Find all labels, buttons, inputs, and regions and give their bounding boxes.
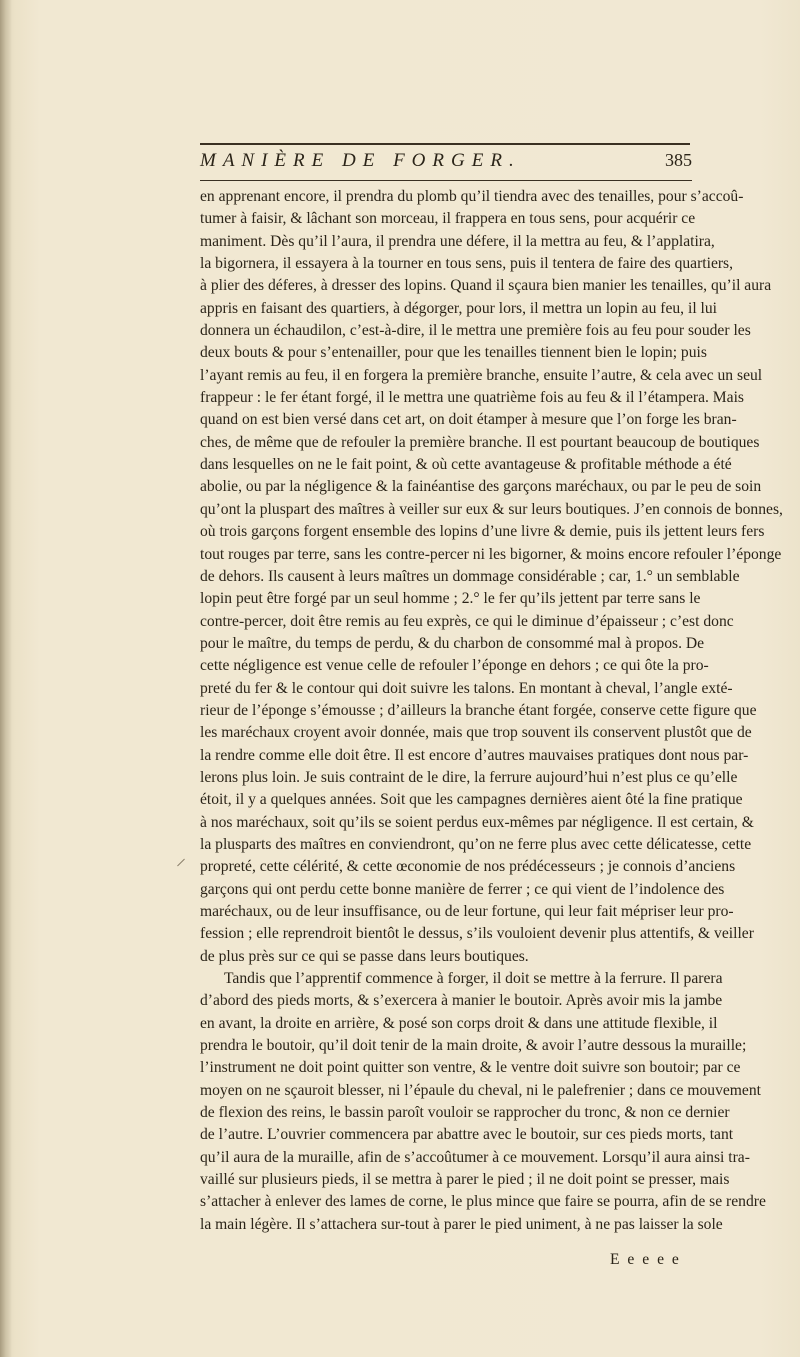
- text-line: de l’autre. L’ouvrier commencera par abattre avec le boutoir, sur ces pieds morts, tant: [200, 1126, 734, 1144]
- text-line: lerons plus loin. Je suis contraint de le dire, la ferrure aujourd’hui n’est plus ce qu’elle: [200, 768, 738, 786]
- page-header: [200, 150, 692, 178]
- text-line: l’instrument ne doit point quitter son ventre, & le ventre doit suivre son boutoir; par ce: [200, 1059, 741, 1077]
- text-line: propreté, cette célérité, & cette œconomie de nos prédécesseurs ; je connois d’anciens: [200, 858, 736, 876]
- text-line: preté du fer & le contour qui doit suivre les talons. En montant à cheval, l’angle exté-: [200, 679, 733, 697]
- text-line: d’abord des pieds morts, & s’exercera à manier le boutoir. Après avoir mis la jambe: [200, 992, 723, 1010]
- text-line: garçons qui ont perdu cette bonne manière de ferrer ; ce qui vient de l’indolence des: [200, 880, 725, 898]
- text-line: à plier des déferes, à dresser des lopins. Quand il sçaura bien manier les tenailles, qu’il aura: [200, 277, 772, 295]
- text-line: donnera un échaudilon, c’est-à-dire, il le mettra une première fois au feu pour souder les: [200, 322, 751, 340]
- text-line: en avant, la droite en arrière, & posé son corps droit & dans une attitude flexible, il: [200, 1014, 718, 1032]
- text-line: quand on est bien versé dans cet art, on doit étamper à mesure que l’on forge les bran-: [200, 411, 737, 429]
- text-line: qu’ont la pluspart des maîtres à veiller sur eux & sur leurs boutiques. J’en connois de bonnes,: [200, 500, 783, 518]
- margin-mark: [177, 859, 185, 867]
- text-line: de flexion des reins, le bassin paroît vouloir se rapprocher du tronc, & non ce dernier: [200, 1104, 730, 1122]
- text-line: appris en faisant des quartiers, à dégorger, pour lors, il mettra un lopin au feu, il lui: [200, 299, 718, 317]
- text-line: la plusparts des maîtres en conviendront, qu’on ne ferre plus avec cette délicatesse, cette: [200, 835, 752, 853]
- text-line: ches, de même que de refouler la première branche. Il est pourtant beaucoup de boutiques: [200, 433, 760, 451]
- text-line: de dehors. Ils causent à leurs maîtres un dommage considérable ; car, 1.° un semblable: [200, 567, 740, 585]
- text-line: étoit, il y a quelques années. Soit que les campagnes dernières aient ôté la fine pratique: [200, 791, 743, 809]
- text-line: cette négligence est venue celle de refouler l’éponge en dehors ; ce qui ôte la pro-: [200, 657, 709, 675]
- text-line: maniment. Dès qu’il l’aura, il prendra une défere, il la mettra au feu, & l’applatira,: [200, 232, 715, 250]
- text-line: dans lesquelles on ne le fait point, & où cette avantageuse & profitable méthode a été: [200, 456, 732, 474]
- text-line: abolie, ou par la négligence & la fainéantise des garçons maréchaux, ou par le peu de soin: [200, 478, 762, 496]
- text-line: la bigornera, il essayera à la tourner en tous sens, puis il tentera de faire des quartiers,: [200, 255, 734, 273]
- running-title: MANIÈRE DE FORGER.: [200, 150, 521, 171]
- text-line: lopin peut être forgé par un seul homme ; 2.° le fer qu’ils jettent par terre sans le: [200, 590, 701, 608]
- text-line: la main légère. Il s’attachera sur-tout à parer le pied uniment, à ne pas laisser la sole: [200, 1215, 723, 1233]
- text-line: moyen on ne sçauroit blesser, ni l’épaule du cheval, ni le palefrenier ; dans ce mouvement: [200, 1081, 761, 1099]
- text-line: tumer à faisir, & lâchant son morceau, il frappera en tous sens, pour acquérir ce: [200, 210, 696, 228]
- text-line: à nos maréchaux, soit qu’ils se soient perdus eux-mêmes par négligence. Il est certain, &: [200, 813, 754, 831]
- text-line: vaillé sur plusieurs pieds, il se mettra à parer le pied ; il ne doit point se presser, mais: [200, 1171, 730, 1189]
- text-line: maréchaux, ou de leur insuffisance, ou de leur fortune, qui leur fait mépriser leur pro-: [200, 903, 734, 920]
- text-line: en apprenant encore, il prendra du plomb qu’il tiendra avec des tenailles, pour s’accoû-: [200, 188, 744, 205]
- text-line: frappeur : le fer étant forgé, il le mettra une quatrième fois au feu & il l’étampera. Mais: [200, 389, 744, 407]
- top-rule: [200, 143, 690, 145]
- text-line: pour le maître, du temps de perdu, & du charbon de consommé mal à propos. De: [200, 634, 705, 652]
- text-line: Tandis que l’apprentif commence à forger, il doit se mettre à la ferrure. Il parera: [224, 970, 723, 988]
- signature-mark: E e e e e: [610, 1251, 681, 1268]
- page-binding-shadow: [0, 0, 12, 1357]
- text-line: contre-percer, doit être remis au feu exprès, ce qui le diminue d’épaisseur ; c’est donc: [200, 612, 734, 630]
- text-line: s’attacher à enlever des lames de corne, le plus mince que faire se pourra, afin de se rendre: [200, 1193, 766, 1211]
- text-line: l’ayant remis au feu, il en forgera la première branche, ensuite l’autre, & cela avec un seul: [200, 366, 763, 384]
- text-line: fession ; elle reprendroit bientôt le dessus, s’ils vouloient devenir plus attentifs, & veiller: [200, 925, 754, 943]
- text-line: prendra le boutoir, qu’il doit tenir de la main droite, & avoir l’autre dessous la muraille;: [200, 1037, 747, 1055]
- text-line: les maréchaux croyent avoir donnée, mais que trop souvent ils conservent plustôt que de: [200, 724, 752, 742]
- body-text: [200, 186, 783, 1236]
- text-line: la rendre comme elle doit être. Il est encore d’autres mauvaises pratiques dont nous par-: [200, 746, 749, 764]
- text-line: où trois garçons forgent ensemble des lopins d’une livre & demie, puis ils jettent leurs fers: [200, 523, 765, 541]
- text-line: deux bouts & pour s’entenailler, pour que les tenailles tiennent bien le lopin; puis: [200, 344, 707, 362]
- text-line: tout rouges par terre, sans les contre-percer ni les bigorner, & moins encore refouler l’éponge: [200, 545, 782, 563]
- text-line: de plus près sur ce qui se passe dans leurs boutiques.: [200, 947, 529, 965]
- header-rule: [200, 180, 692, 181]
- text-line: qu’il aura de la muraille, afin de s’accoûtumer à ce mouvement. Lorsqu’il aura ainsi tra-: [200, 1148, 750, 1166]
- page-number: 385: [665, 150, 692, 170]
- text-line: rieur de l’éponge s’émousse ; d’ailleurs la branche étant forgée, conserve cette figure que: [200, 701, 757, 719]
